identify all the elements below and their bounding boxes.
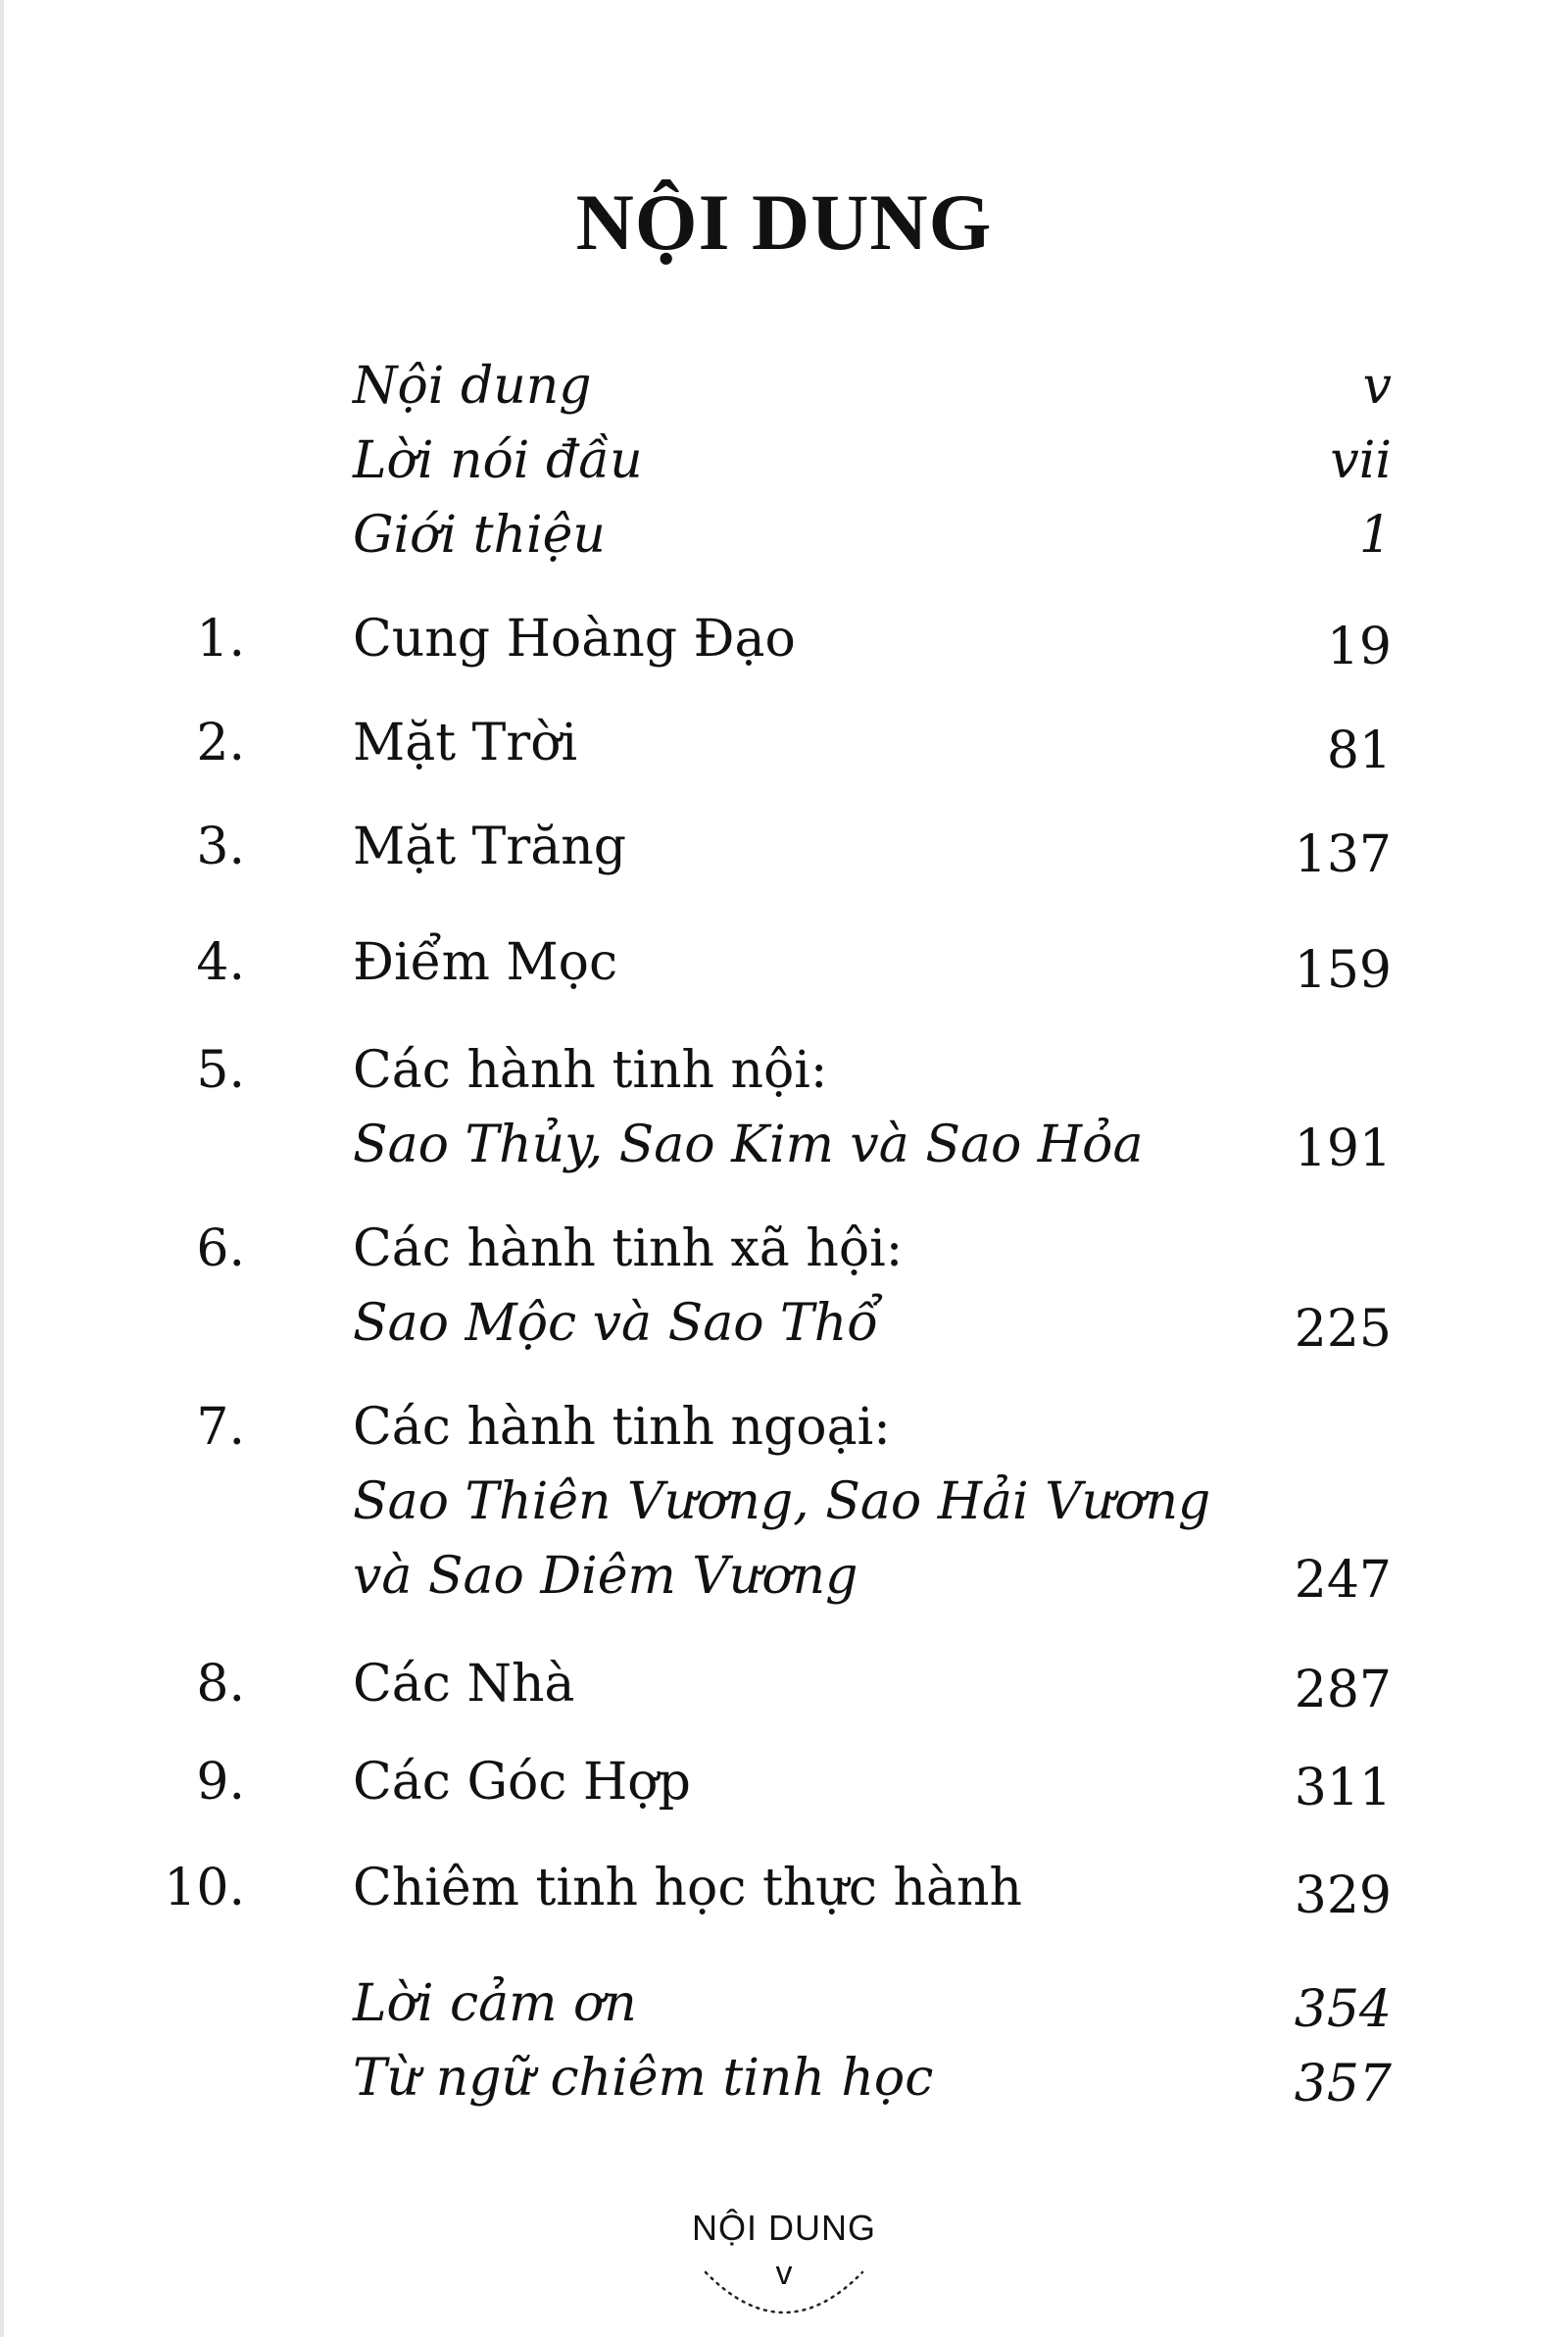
toc-entry-page: 357	[1294, 2055, 1392, 2113]
chapter-page: 81	[1326, 721, 1392, 780]
chapter-page: 225	[1294, 1300, 1392, 1359]
chapter-number: 10.	[164, 1859, 245, 1917]
chapter-title: Cung Hoàng Đạo	[353, 610, 796, 669]
chapter-subtitle: Sao Thiên Vương, Sao Hải Vương	[353, 1472, 1211, 1531]
toc-entry-label: Lời cảm ơn	[353, 1974, 637, 2033]
running-footer: NỘI DUNG	[692, 2208, 876, 2248]
toc-entry-label: Nội dung	[353, 357, 592, 416]
chapter-page: 329	[1294, 1866, 1392, 1925]
chapter-title: Các Nhà	[353, 1655, 575, 1714]
chapter-title: Mặt Trời	[353, 714, 578, 772]
chapter-number: 5.	[196, 1041, 245, 1100]
chapter-title: Các hành tinh ngoại:	[353, 1398, 891, 1457]
toc-entry-label: Từ ngữ chiêm tinh học	[353, 2049, 934, 2108]
chapter-subtitle: và Sao Diêm Vương	[353, 1547, 858, 1606]
toc-entry-page: v	[1362, 357, 1392, 416]
chapter-number: 7.	[196, 1398, 245, 1457]
page-title: NỘI DUNG	[575, 177, 993, 267]
chapter-title: Các hành tinh nội:	[353, 1041, 828, 1100]
chapter-title: Điểm Mọc	[353, 933, 618, 992]
toc-entry-page: 354	[1294, 1980, 1392, 2039]
toc-entry-page: 1	[1358, 506, 1392, 565]
chapter-page: 311	[1294, 1759, 1392, 1817]
toc-entry-label: Giới thiệu	[353, 506, 606, 565]
chapter-title: Chiêm tinh học thực hành	[353, 1859, 1023, 1917]
chapter-number: 2.	[196, 714, 245, 772]
chapter-title: Các Góc Hợp	[353, 1753, 691, 1812]
page-edge	[0, 0, 4, 2337]
chapter-number: 6.	[196, 1219, 245, 1278]
chapter-number: 1.	[196, 610, 245, 669]
chapter-number: 3.	[196, 818, 245, 876]
chapter-number: 4.	[196, 933, 245, 992]
chapter-page: 19	[1326, 618, 1392, 676]
page-number: v	[775, 2255, 793, 2292]
chapter-subtitle: Sao Thủy, Sao Kim và Sao Hỏa	[353, 1116, 1144, 1174]
chapter-page: 191	[1294, 1119, 1392, 1178]
chapter-title: Mặt Trăng	[353, 818, 626, 876]
chapter-page: 247	[1294, 1551, 1392, 1610]
toc-entry-label: Lời nói đầu	[353, 431, 643, 490]
chapter-number: 9.	[196, 1753, 245, 1812]
chapter-number: 8.	[196, 1655, 245, 1714]
chapter-subtitle: Sao Mộc và Sao Thổ	[353, 1294, 879, 1353]
chapter-page: 137	[1294, 825, 1392, 884]
chapter-page: 159	[1294, 941, 1392, 1000]
chapter-title: Các hành tinh xã hội:	[353, 1219, 904, 1278]
toc-entry-page: vii	[1330, 431, 1392, 490]
chapter-page: 287	[1294, 1661, 1392, 1719]
